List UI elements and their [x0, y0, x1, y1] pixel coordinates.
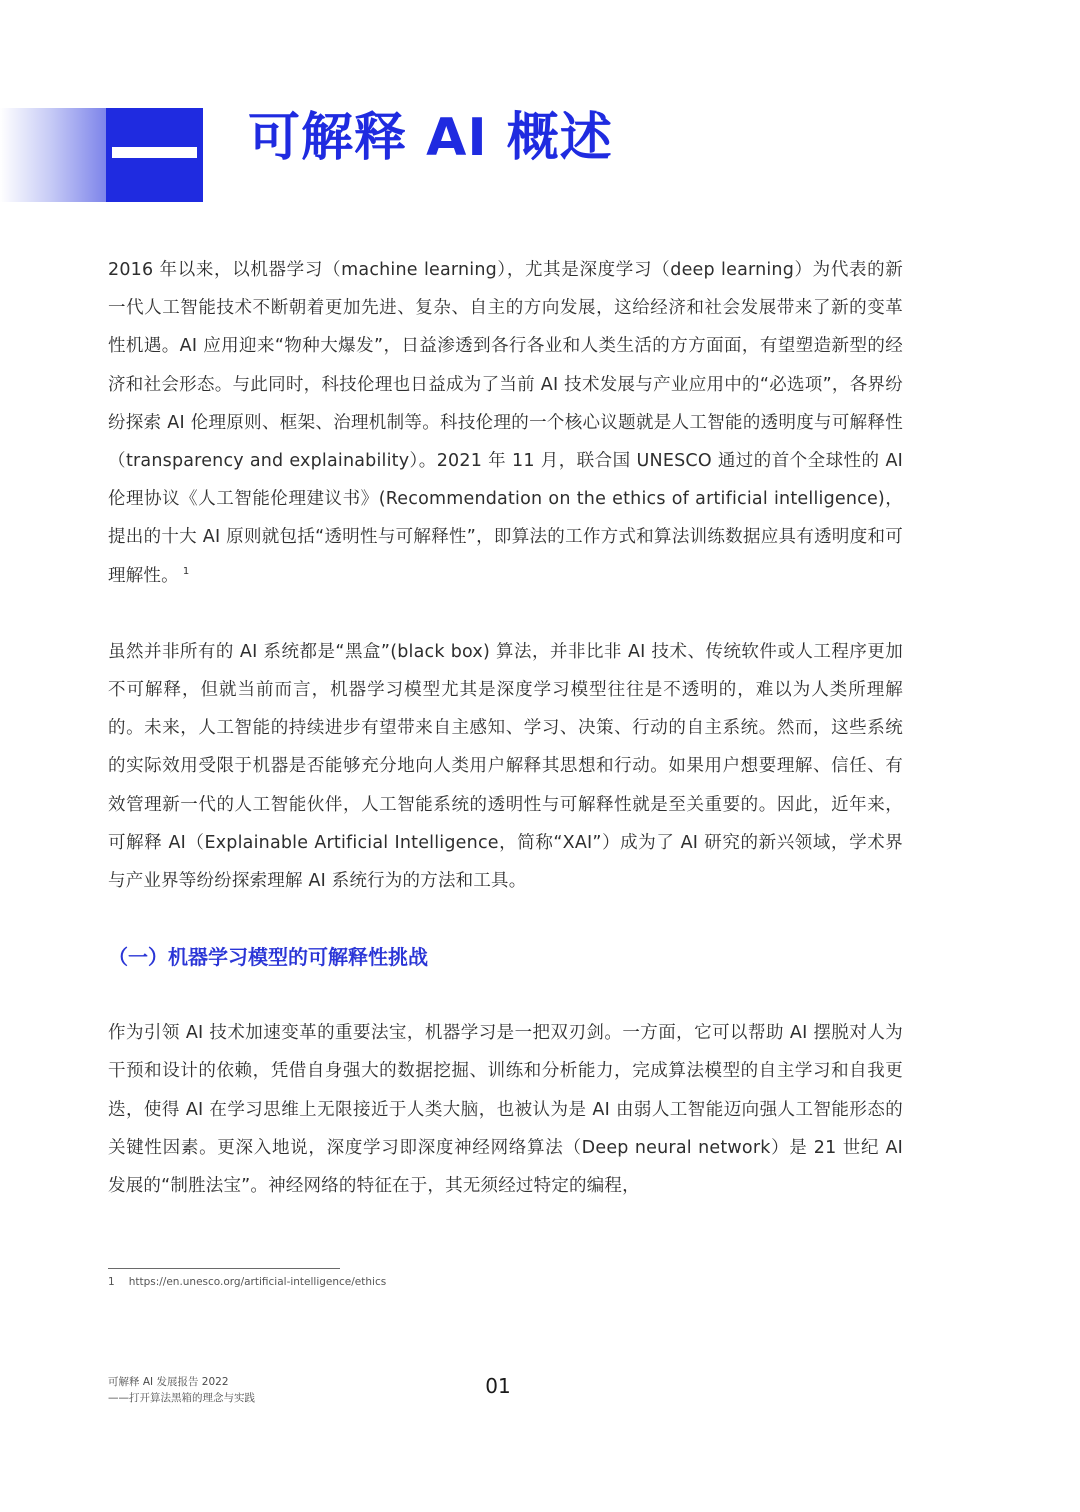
paragraph-3: 作为引领 AI 技术加速变革的重要法宝，机器学习是一把双刃剑。一方面，它可以帮助 AI 摆脱对人为干预和设计的依赖，凭借自身强大的数据挖掘、训练和分析能力，完成算法模型的自主学习和自我更迭，使得 AI 在学习思维上无限接近于人类大脑，也被认为是 AI 由弱人工智能迈向强人工智能形态的关键性因素。更深入地说，深度学习即深度神经网络算法（Deep neural network）是 21 世纪 AI 发展的“制胜法宝”。神经网络的特征在于，其无须经过特定的编程， — [108, 1023, 903, 1197]
footnote-reference[interactable]: 1 — [182, 565, 190, 577]
footnote — [108, 1274, 386, 1290]
paragraph-spacer — [108, 976, 903, 1014]
section-heading: （一）机器学习模型的可解释性挑战 — [108, 945, 428, 970]
footnote-divider — [108, 1268, 340, 1269]
paragraph-spacer — [108, 595, 903, 633]
page-title: 可解释 AI 概述 — [248, 108, 613, 168]
header-dash-mark — [112, 147, 197, 158]
paragraph-2: 虽然并非所有的 AI 系统都是“黑盒”(black box) 算法，并非比非 AI 技术、传统软件或人工程序更加不可解释，但就当前而言，机器学习模型尤其是深度学习模型往往是不透明的，难以为人类所理解的。未来，人工智能的持续进步有望带来自主感知、学习、决策、行动的自主系统。然而，这些系统的实际效用受限于机器是否能够充分地向人类用户解释其思想和行动。如果用户想要理解、信任、有效管理新一代的人工智能伙伴，人工智能系统的透明性与可解释性就是至关重要的。因此，近年来，可解释 AI（Explainable Artificial Intelligence，简称“XAI”）成为了 AI 研究的新兴领域，学术界与产业界等纷纷探索理解 AI 系统行为的方法和工具。 — [108, 641, 903, 892]
paragraph-spacer — [108, 900, 903, 938]
footnote-number: 1 — [108, 1276, 115, 1288]
footer-report-subtitle: ——打开算法黑箱的理念与实践 — [108, 1392, 255, 1404]
footer-report-title: 可解释 AI 发展报告 2022 — [108, 1376, 229, 1388]
paragraph-1 — [108, 251, 903, 595]
main-content — [108, 251, 903, 1205]
page-number: 01 — [485, 1374, 511, 1398]
footnote-link[interactable]: https://en.unesco.org/artificial-intelligence/ethics — [128, 1276, 387, 1288]
footer-report-info — [108, 1374, 255, 1406]
paragraph-1-text: 2016 年以来，以机器学习（machine learning），尤其是深度学习（deep learning）为代表的新一代人工智能技术不断朝着更加先进、复杂、自主的方向发展，这给经济和社会发展带来了新的变革性机遇。AI 应用迎来“物种大爆发”，日益渗透到各行各业和人类生活的方方面面，有望塑造新型的经济和社会形态。与此同时，科技伦理也日益成为了当前 AI 技术发展与产业应用中的“必选项”，各界纷纷探索 AI 伦理原则、框架、治理机制等。科技伦理的一个核心议题就是人工智能的透明度与可解释性（transparency and explainability）。2021 年 11 月，联合国 UNESCO 通过的首个全球性的 AI 伦理协议《人工智能伦理建议书》(Recommendation on the ethics of artificial intelligence)，提出的十大 AI 原则就包括“透明性与可解释性”，即算法的工作方式和算法训练数据应具有透明度和可理解性。 — [108, 260, 903, 586]
header-gradient-decoration — [0, 108, 108, 202]
